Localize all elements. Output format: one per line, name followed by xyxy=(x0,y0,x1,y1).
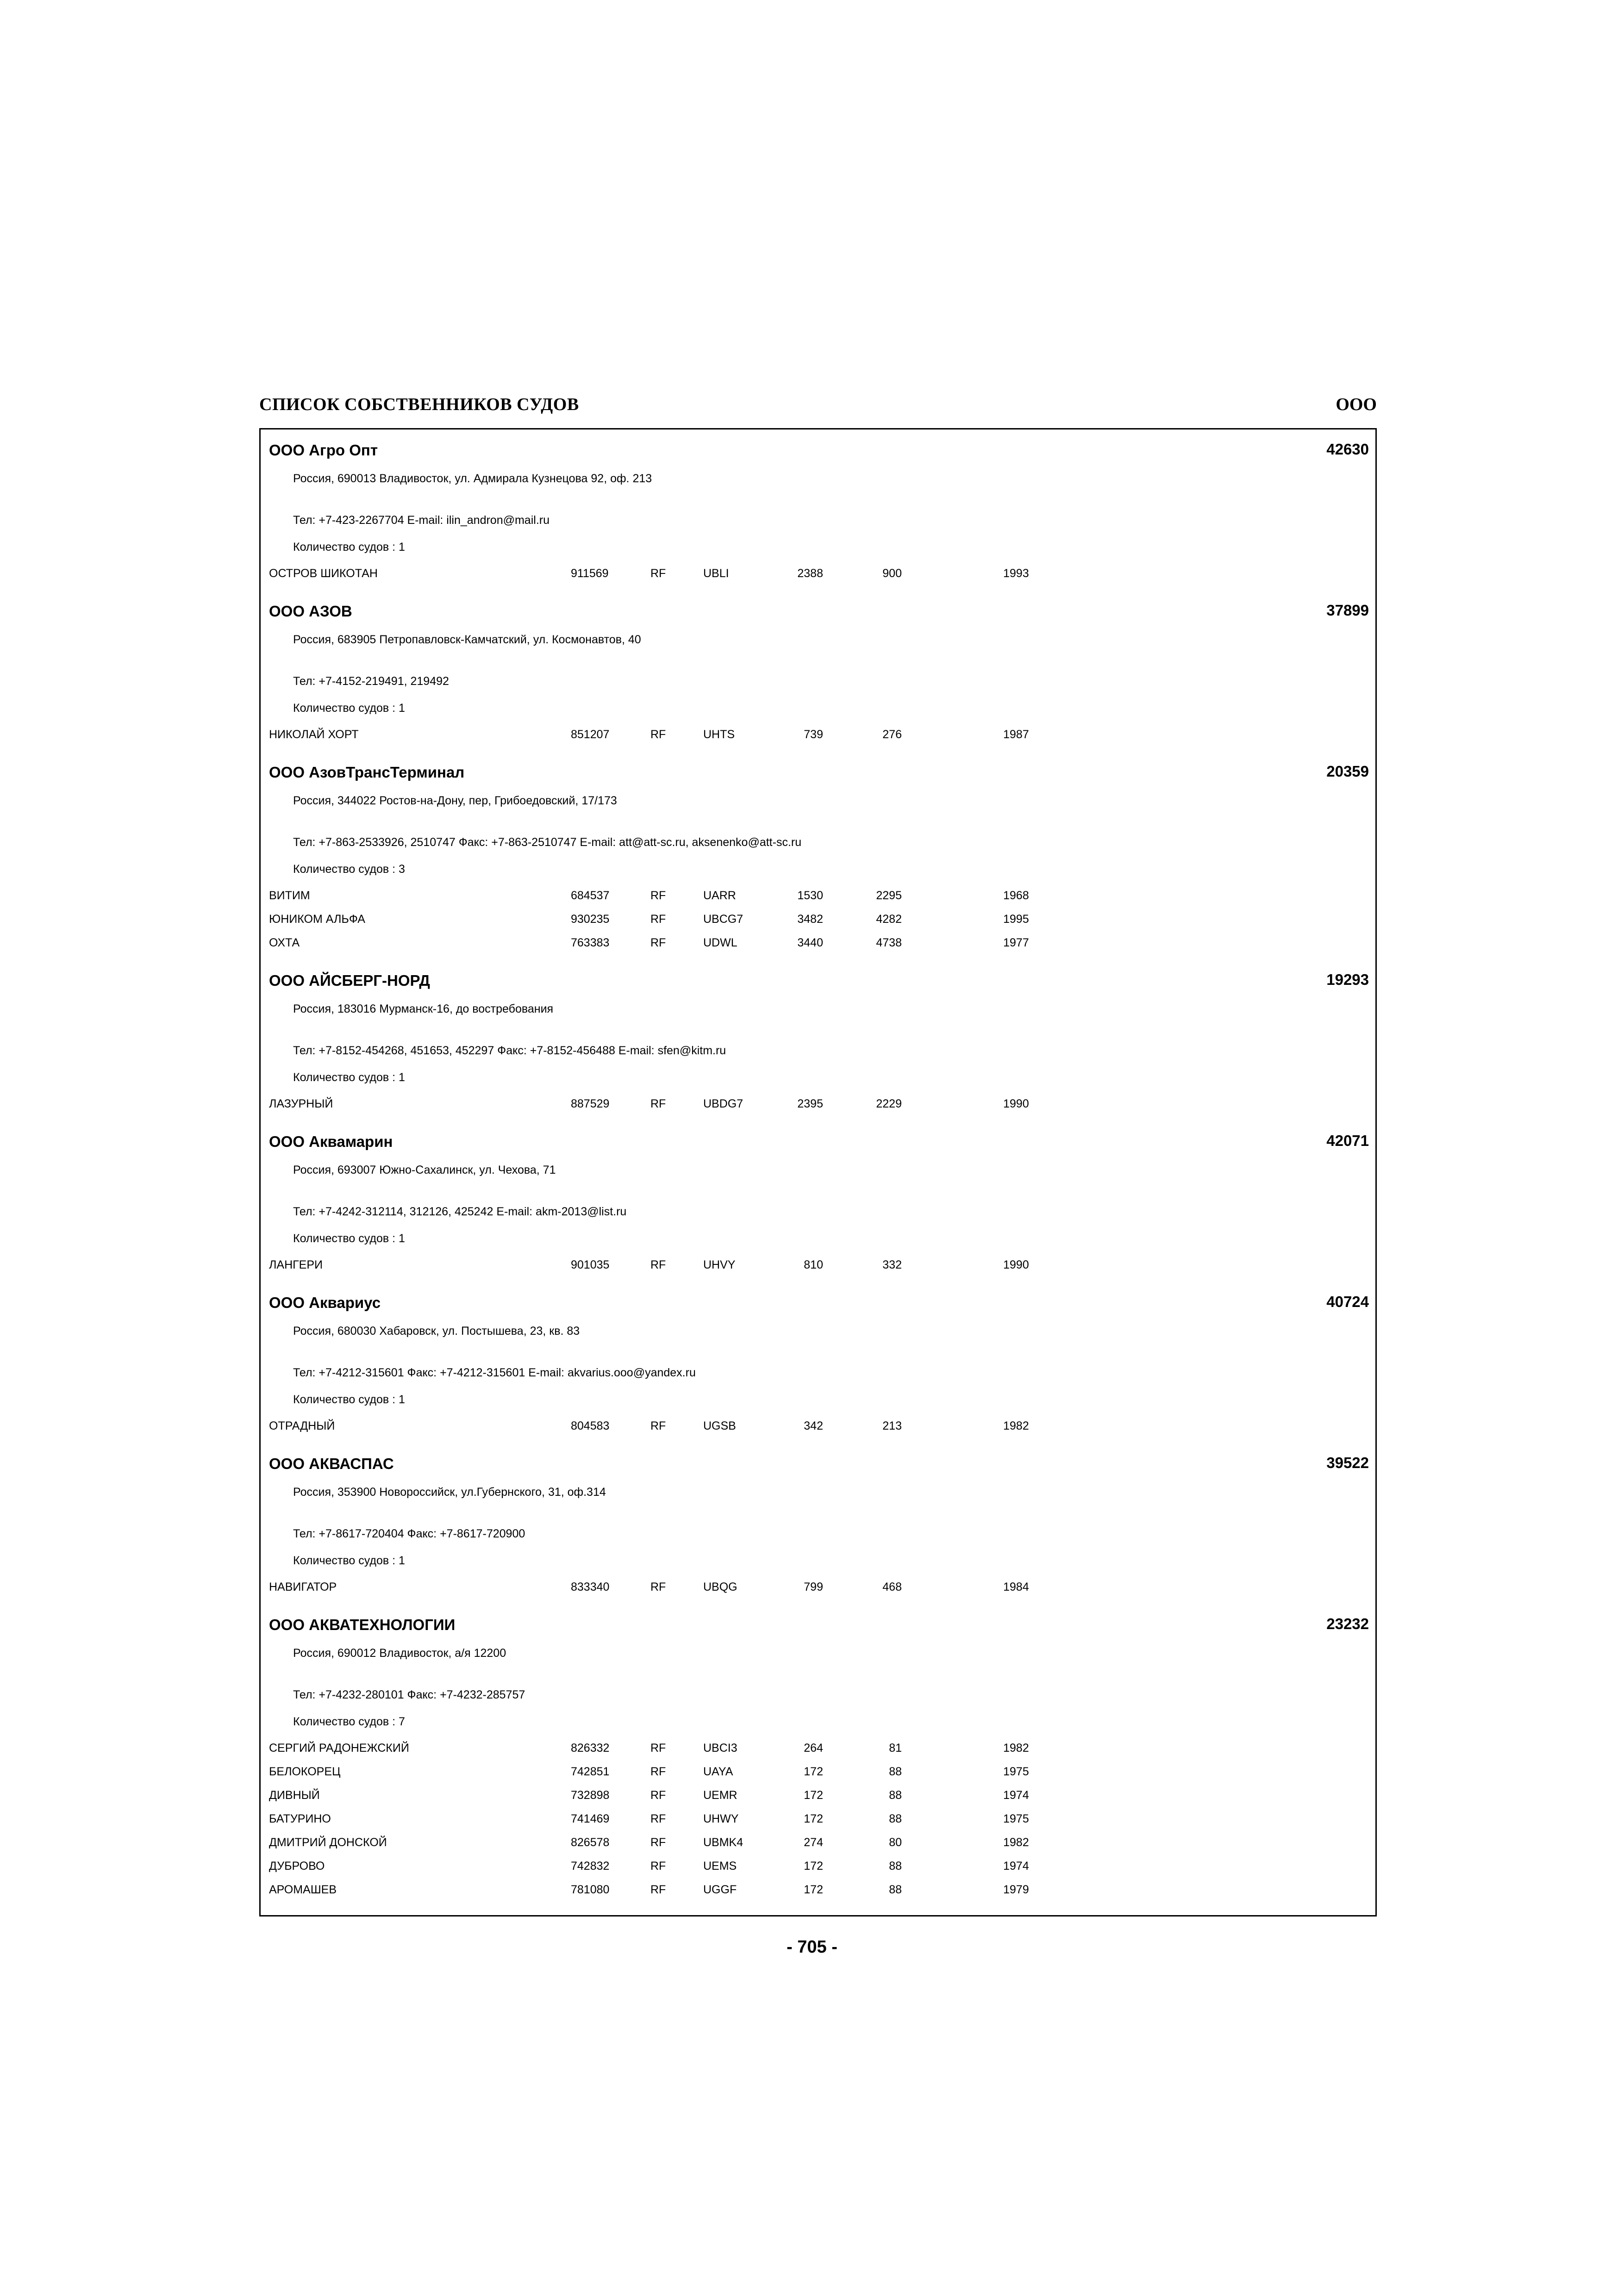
page-title: СПИСОК СОБСТВЕННИКОВ СУДОВ xyxy=(259,395,579,414)
vessel-tonnage-gross: 799 xyxy=(804,1580,823,1593)
vessel-call-sign: UBCI3 xyxy=(703,1742,737,1755)
vessel-flag: RF xyxy=(650,1580,666,1593)
vessel-flag: RF xyxy=(650,1097,666,1110)
vessel-call-sign: UHWY xyxy=(703,1812,739,1825)
vessel-tonnage-gross: 274 xyxy=(804,1836,823,1849)
vessel-build-year: 1987 xyxy=(1003,728,1029,741)
vessel-call-sign: UBQG xyxy=(703,1580,737,1593)
vessel-build-year: 1975 xyxy=(1003,1812,1029,1825)
vessel-reg-number: 851207 xyxy=(571,728,610,741)
vessel-flag: RF xyxy=(650,1765,666,1778)
owner-entry xyxy=(261,591,1375,752)
vessel-count: Количество судов : 1 xyxy=(293,541,405,554)
vessel-tonnage-net: 332 xyxy=(882,1258,902,1271)
vessel-flag: RF xyxy=(650,889,666,902)
vessel-call-sign: UGSB xyxy=(703,1419,736,1432)
vessel-row xyxy=(261,1883,1375,1907)
owner-id: 39522 xyxy=(1326,1454,1369,1471)
owner-entry xyxy=(261,429,1375,591)
vessel-call-sign: UARR xyxy=(703,889,736,902)
owner-entry xyxy=(261,1443,1375,1604)
owner-name: ООО АКВАСПАС xyxy=(269,1455,394,1472)
owner-contacts: Тел: +7-423-2267704 E-mail: ilin_andron@mail.ru xyxy=(293,514,550,527)
owner-address: Россия, 693007 Южно-Сахалинск, ул. Чехова, 71 xyxy=(293,1164,556,1176)
vessel-reg-number: 826578 xyxy=(571,1836,610,1849)
vessel-row xyxy=(261,913,1375,936)
owner-entry xyxy=(261,1282,1375,1443)
vessel-tonnage-net: 468 xyxy=(882,1580,902,1593)
vessel-tonnage-net: 276 xyxy=(882,728,902,741)
owner-address: Россия, 344022 Ростов-на-Дону, пер, Грибоедовский, 17/173 xyxy=(293,794,617,807)
vessel-call-sign: UBMK4 xyxy=(703,1836,743,1849)
vessel-table xyxy=(261,1419,1375,1443)
vessel-row xyxy=(261,1836,1375,1860)
vessel-reg-number: 833340 xyxy=(571,1580,610,1593)
owner-name: ООО АКВАТЕХНОЛОГИИ xyxy=(269,1616,456,1633)
owner-address: Россия, 353900 Новороссийск, ул.Губернского, 31, оф.314 xyxy=(293,1486,606,1499)
vessel-flag: RF xyxy=(650,1419,666,1432)
owner-contacts: Тел: +7-4152-219491, 219492 xyxy=(293,675,449,688)
vessel-tonnage-net: 88 xyxy=(889,1883,902,1896)
vessel-reg-number: 930235 xyxy=(571,913,610,926)
vessel-tonnage-net: 80 xyxy=(889,1836,902,1849)
vessel-tonnage-gross: 1530 xyxy=(797,889,823,902)
vessel-build-year: 1974 xyxy=(1003,1789,1029,1802)
vessel-tonnage-gross: 264 xyxy=(804,1742,823,1755)
vessel-build-year: 1979 xyxy=(1003,1883,1029,1896)
vessel-call-sign: UHVY xyxy=(703,1258,736,1271)
vessel-tonnage-gross: 172 xyxy=(804,1860,823,1873)
vessel-reg-number: 684537 xyxy=(571,889,610,902)
owner-id: 40724 xyxy=(1326,1293,1369,1310)
vessel-call-sign: UEMS xyxy=(703,1860,737,1873)
section-label: ООО xyxy=(1336,395,1377,414)
vessel-tonnage-gross: 2395 xyxy=(797,1097,823,1110)
vessel-table xyxy=(261,889,1375,960)
vessel-build-year: 1982 xyxy=(1003,1742,1029,1755)
vessel-row xyxy=(261,1860,1375,1883)
vessel-count: Количество судов : 1 xyxy=(293,702,405,715)
vessel-tonnage-gross: 3482 xyxy=(797,913,823,926)
vessel-flag: RF xyxy=(650,1789,666,1802)
vessel-name: ОХТА xyxy=(269,936,300,949)
vessel-call-sign: UBLI xyxy=(703,567,729,580)
owner-entry xyxy=(261,960,1375,1121)
owner-id: 20359 xyxy=(1326,763,1369,780)
vessel-row xyxy=(261,728,1375,752)
owner-id: 19293 xyxy=(1326,971,1369,988)
vessel-build-year: 1984 xyxy=(1003,1580,1029,1593)
vessel-row xyxy=(261,1580,1375,1604)
vessel-build-year: 1993 xyxy=(1003,567,1029,580)
vessel-tonnage-net: 4738 xyxy=(876,936,902,949)
vessel-row xyxy=(261,889,1375,913)
vessel-build-year: 1982 xyxy=(1003,1419,1029,1432)
vessel-name: ОТРАДНЫЙ xyxy=(269,1419,335,1432)
owner-name: ООО Аквариус xyxy=(269,1294,381,1311)
vessel-name: ДИВНЫЙ xyxy=(269,1789,320,1802)
owner-entry xyxy=(261,752,1375,960)
vessel-call-sign: UGGF xyxy=(703,1883,737,1896)
vessel-tonnage-net: 88 xyxy=(889,1812,902,1825)
vessel-name: ДМИТРИЙ ДОНСКОЙ xyxy=(269,1836,387,1849)
vessel-count: Количество судов : 3 xyxy=(293,863,405,876)
owner-name: ООО АЙСБЕРГ-НОРД xyxy=(269,972,430,989)
vessel-tonnage-gross: 172 xyxy=(804,1789,823,1802)
vessel-name: НИКОЛАЙ ХОРТ xyxy=(269,728,359,741)
vessel-call-sign: UBDG7 xyxy=(703,1097,743,1110)
vessel-tonnage-net: 88 xyxy=(889,1765,902,1778)
vessel-tonnage-net: 4282 xyxy=(876,913,902,926)
vessel-reg-number: 741469 xyxy=(571,1812,610,1825)
vessel-reg-number: 826332 xyxy=(571,1742,610,1755)
vessel-row xyxy=(261,1789,1375,1812)
vessel-reg-number: 732898 xyxy=(571,1789,610,1802)
vessel-table xyxy=(261,1580,1375,1604)
vessel-name: СЕРГИЙ РАДОНЕЖСКИЙ xyxy=(269,1742,409,1755)
vessel-tonnage-net: 81 xyxy=(889,1742,902,1755)
vessel-row xyxy=(261,936,1375,960)
vessel-build-year: 1990 xyxy=(1003,1258,1029,1271)
vessel-row xyxy=(261,1765,1375,1789)
vessel-table xyxy=(261,1097,1375,1121)
owner-contacts: Тел: +7-4212-315601 Факс: +7-4212-315601 E-mail: akvarius.ooo@yandex.ru xyxy=(293,1366,696,1379)
owner-address: Россия, 183016 Мурманск-16, до востребования xyxy=(293,1002,554,1015)
vessel-flag: RF xyxy=(650,728,666,741)
owner-address: Россия, 690013 Владивосток, ул. Адмирала Кузнецова 92, оф. 213 xyxy=(293,472,652,485)
vessel-tonnage-net: 88 xyxy=(889,1860,902,1873)
page-header xyxy=(259,394,1377,420)
vessel-build-year: 1968 xyxy=(1003,889,1029,902)
owner-name: ООО АзовТрансТерминал xyxy=(269,764,465,781)
vessel-flag: RF xyxy=(650,567,666,580)
vessel-tonnage-net: 900 xyxy=(882,567,902,580)
vessel-tonnage-gross: 739 xyxy=(804,728,823,741)
vessel-build-year: 1977 xyxy=(1003,936,1029,949)
owner-entry xyxy=(261,1604,1375,1907)
vessel-name: ЮНИКОМ АЛЬФА xyxy=(269,913,365,926)
owner-contacts: Тел: +7-4232-280101 Факс: +7-4232-285757 xyxy=(293,1688,525,1701)
vessel-name: БЕЛОКОРЕЦ xyxy=(269,1765,341,1778)
vessel-row xyxy=(261,1742,1375,1765)
vessel-row xyxy=(261,1097,1375,1121)
vessel-flag: RF xyxy=(650,913,666,926)
vessel-flag: RF xyxy=(650,936,666,949)
owners-list xyxy=(261,429,1375,1907)
vessel-call-sign: UHTS xyxy=(703,728,735,741)
vessel-tonnage-gross: 172 xyxy=(804,1812,823,1825)
vessel-count: Количество судов : 1 xyxy=(293,1071,405,1084)
owner-address: Россия, 683905 Петропавловск-Камчатский, ул. Космонавтов, 40 xyxy=(293,633,641,646)
vessel-call-sign: UAYA xyxy=(703,1765,733,1778)
vessel-name: НАВИГАТОР xyxy=(269,1580,337,1593)
vessel-build-year: 1990 xyxy=(1003,1097,1029,1110)
vessel-name: ЛАЗУРНЫЙ xyxy=(269,1097,333,1110)
owner-id: 37899 xyxy=(1326,602,1369,619)
vessel-name: ЛАНГЕРИ xyxy=(269,1258,323,1271)
vessel-name: АРОМАШЕВ xyxy=(269,1883,337,1896)
vessel-tonnage-net: 88 xyxy=(889,1789,902,1802)
vessel-call-sign: UBCG7 xyxy=(703,913,743,926)
vessel-table xyxy=(261,728,1375,752)
vessel-tonnage-gross: 342 xyxy=(804,1419,823,1432)
owner-contacts: Тел: +7-8617-720404 Факс: +7-8617-720900 xyxy=(293,1527,525,1540)
owner-contacts: Тел: +7-4242-312114, 312126, 425242 E-mail: akm-2013@list.ru xyxy=(293,1205,627,1218)
owner-contacts: Тел: +7-8152-454268, 451653, 452297 Факс: +7-8152-456488 E-mail: sfen@kitm.ru xyxy=(293,1044,726,1057)
owner-contacts: Тел: +7-863-2533926, 2510747 Факс: +7-863-2510747 E-mail: att@att-sc.ru, aksenenko@att-sc.ru xyxy=(293,836,802,849)
vessel-name: БАТУРИНО xyxy=(269,1812,331,1825)
vessel-build-year: 1995 xyxy=(1003,913,1029,926)
owner-entry xyxy=(261,1121,1375,1282)
vessel-tonnage-net: 2229 xyxy=(876,1097,902,1110)
owner-address: Россия, 690012 Владивосток, а/я 12200 xyxy=(293,1647,506,1660)
vessel-tonnage-gross: 810 xyxy=(804,1258,823,1271)
vessel-table xyxy=(261,1258,1375,1282)
vessel-tonnage-net: 2295 xyxy=(876,889,902,902)
vessel-reg-number: 887529 xyxy=(571,1097,610,1110)
vessel-reg-number: 901035 xyxy=(571,1258,610,1271)
owners-list-frame xyxy=(259,428,1377,1916)
vessel-reg-number: 804583 xyxy=(571,1419,610,1432)
owner-id: 42071 xyxy=(1326,1132,1369,1149)
vessel-reg-number: 763383 xyxy=(571,936,610,949)
vessel-build-year: 1975 xyxy=(1003,1765,1029,1778)
owner-id: 42630 xyxy=(1326,441,1369,458)
owner-name: ООО АЗОВ xyxy=(269,603,352,620)
vessel-reg-number: 911569 xyxy=(571,567,609,580)
vessel-call-sign: UEMR xyxy=(703,1789,737,1802)
vessel-count: Количество судов : 1 xyxy=(293,1554,405,1567)
owner-id: 23232 xyxy=(1326,1615,1369,1632)
vessel-table xyxy=(261,1742,1375,1907)
owner-name: ООО Агро Опт xyxy=(269,442,378,459)
vessel-flag: RF xyxy=(650,1742,666,1755)
vessel-tonnage-gross: 172 xyxy=(804,1765,823,1778)
vessel-tonnage-gross: 2388 xyxy=(797,567,823,580)
vessel-call-sign: UDWL xyxy=(703,936,737,949)
vessel-table xyxy=(261,567,1375,591)
vessel-count: Количество судов : 1 xyxy=(293,1393,405,1406)
vessel-reg-number: 781080 xyxy=(571,1883,610,1896)
vessel-name: ОСТРОВ ШИКОТАН xyxy=(269,567,378,580)
vessel-flag: RF xyxy=(650,1860,666,1873)
vessel-row xyxy=(261,567,1375,591)
vessel-flag: RF xyxy=(650,1812,666,1825)
vessel-tonnage-net: 213 xyxy=(882,1419,902,1432)
vessel-count: Количество судов : 7 xyxy=(293,1715,405,1728)
vessel-flag: RF xyxy=(650,1883,666,1896)
vessel-name: ДУБРОВО xyxy=(269,1860,325,1873)
vessel-count: Количество судов : 1 xyxy=(293,1232,405,1245)
vessel-row xyxy=(261,1812,1375,1836)
vessel-flag: RF xyxy=(650,1258,666,1271)
vessel-reg-number: 742832 xyxy=(571,1860,610,1873)
vessel-build-year: 1974 xyxy=(1003,1860,1029,1873)
owner-name: ООО Аквамарин xyxy=(269,1133,393,1150)
vessel-flag: RF xyxy=(650,1836,666,1849)
owner-address: Россия, 680030 Хабаровск, ул. Постышева, 23, кв. 83 xyxy=(293,1325,580,1338)
vessel-row xyxy=(261,1419,1375,1443)
vessel-tonnage-gross: 3440 xyxy=(797,936,823,949)
vessel-reg-number: 742851 xyxy=(571,1765,610,1778)
vessel-name: ВИТИМ xyxy=(269,889,310,902)
vessel-build-year: 1982 xyxy=(1003,1836,1029,1849)
page-number: - 705 - xyxy=(787,1937,837,1957)
vessel-row xyxy=(261,1258,1375,1282)
vessel-tonnage-gross: 172 xyxy=(804,1883,823,1896)
